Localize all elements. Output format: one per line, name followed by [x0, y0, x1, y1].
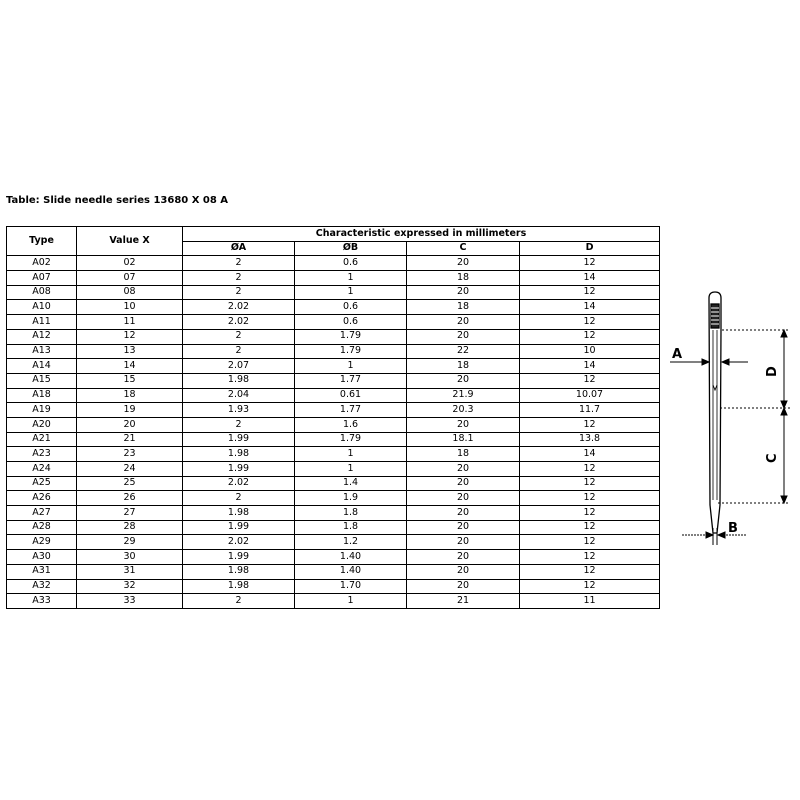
- table-body: [7, 256, 660, 609]
- cell-value-x: 10: [77, 300, 183, 315]
- cell-value-x: 28: [77, 520, 183, 535]
- cell-type: A19: [7, 403, 77, 418]
- cell-d: 12: [520, 329, 660, 344]
- cell-c: 20: [407, 579, 520, 594]
- cell-diameter-b: 1.8: [295, 520, 407, 535]
- cell-d: 13.8: [520, 432, 660, 447]
- cell-c: 21: [407, 594, 520, 609]
- cell-diameter-a: 2.02: [183, 476, 295, 491]
- cell-diameter-b: 1.9: [295, 491, 407, 506]
- table-row: [7, 594, 660, 609]
- cell-type: A12: [7, 329, 77, 344]
- cell-d: 14: [520, 300, 660, 315]
- table-row: [7, 447, 660, 462]
- cell-value-x: 23: [77, 447, 183, 462]
- cell-value-x: 08: [77, 285, 183, 300]
- table-row: [7, 476, 660, 491]
- cell-c: 18: [407, 271, 520, 286]
- cell-d: 12: [520, 285, 660, 300]
- table-row: [7, 506, 660, 521]
- cell-c: 20: [407, 285, 520, 300]
- cell-diameter-b: 1.40: [295, 550, 407, 565]
- cell-diameter-a: 1.93: [183, 403, 295, 418]
- table-title: Table: Slide needle series 13680 X 08 A: [6, 195, 229, 206]
- cell-d: 12: [520, 256, 660, 271]
- cell-diameter-b: 1: [295, 285, 407, 300]
- cell-c: 21.9: [407, 388, 520, 403]
- cell-type: A10: [7, 300, 77, 315]
- cell-diameter-a: 2.02: [183, 535, 295, 550]
- cell-diameter-a: 2: [183, 491, 295, 506]
- cell-d: 12: [520, 476, 660, 491]
- table-row: [7, 550, 660, 565]
- cell-value-x: 33: [77, 594, 183, 609]
- cell-diameter-b: 1.4: [295, 476, 407, 491]
- cell-diameter-a: 1.98: [183, 506, 295, 521]
- cell-type: A13: [7, 344, 77, 359]
- cell-type: A15: [7, 373, 77, 388]
- cell-d: 12: [520, 491, 660, 506]
- cell-diameter-b: 1.79: [295, 432, 407, 447]
- cell-diameter-b: 0.6: [295, 315, 407, 330]
- cell-c: 22: [407, 344, 520, 359]
- cell-diameter-b: 1.6: [295, 417, 407, 432]
- cell-c: 20: [407, 535, 520, 550]
- cell-diameter-a: 1.98: [183, 373, 295, 388]
- cell-type: A32: [7, 579, 77, 594]
- header-diameter-b: ØB: [295, 241, 407, 256]
- header-type: Type: [7, 227, 77, 256]
- cell-c: 20: [407, 564, 520, 579]
- cell-diameter-b: 1: [295, 359, 407, 374]
- cell-d: 12: [520, 535, 660, 550]
- cell-diameter-a: 1.99: [183, 462, 295, 477]
- table-row: [7, 300, 660, 315]
- cell-diameter-b: 1.70: [295, 579, 407, 594]
- cell-value-x: 21: [77, 432, 183, 447]
- table-row: [7, 403, 660, 418]
- cell-value-x: 12: [77, 329, 183, 344]
- cell-diameter-a: 2.07: [183, 359, 295, 374]
- cell-diameter-b: 1: [295, 271, 407, 286]
- cell-d: 11.7: [520, 403, 660, 418]
- cell-value-x: 07: [77, 271, 183, 286]
- table-row: [7, 491, 660, 506]
- table-row: [7, 579, 660, 594]
- cell-diameter-b: 1.2: [295, 535, 407, 550]
- cell-diameter-b: 1: [295, 594, 407, 609]
- needle-diagram: [668, 290, 793, 550]
- table-row: [7, 315, 660, 330]
- cell-d: 10.07: [520, 388, 660, 403]
- cell-value-x: 25: [77, 476, 183, 491]
- cell-type: A24: [7, 462, 77, 477]
- cell-diameter-b: 1.77: [295, 403, 407, 418]
- table-row: [7, 417, 660, 432]
- cell-diameter-a: 2: [183, 285, 295, 300]
- cell-c: 18: [407, 300, 520, 315]
- cell-c: 18: [407, 359, 520, 374]
- cell-diameter-b: 0.6: [295, 256, 407, 271]
- cell-diameter-b: 1.79: [295, 329, 407, 344]
- cell-d: 10: [520, 344, 660, 359]
- cell-d: 11: [520, 594, 660, 609]
- cell-c: 20: [407, 550, 520, 565]
- cell-diameter-a: 2: [183, 329, 295, 344]
- cell-value-x: 26: [77, 491, 183, 506]
- cell-d: 12: [520, 550, 660, 565]
- cell-c: 20: [407, 329, 520, 344]
- cell-diameter-b: 1.8: [295, 506, 407, 521]
- cell-type: A31: [7, 564, 77, 579]
- cell-c: 20: [407, 520, 520, 535]
- label-c: C: [765, 453, 780, 463]
- cell-value-x: 29: [77, 535, 183, 550]
- needle-icon: [709, 292, 721, 533]
- table-row: [7, 520, 660, 535]
- cell-type: A20: [7, 417, 77, 432]
- cell-c: 20: [407, 462, 520, 477]
- cell-diameter-b: 1.40: [295, 564, 407, 579]
- table-row: [7, 344, 660, 359]
- label-a: A: [672, 347, 683, 362]
- cell-type: A14: [7, 359, 77, 374]
- cell-d: 12: [520, 373, 660, 388]
- cell-diameter-a: 1.98: [183, 579, 295, 594]
- cell-c: 20: [407, 315, 520, 330]
- cell-d: 12: [520, 520, 660, 535]
- cell-c: 20: [407, 491, 520, 506]
- cell-type: A11: [7, 315, 77, 330]
- header-characteristic: Characteristic expressed in millimeters: [183, 227, 660, 242]
- cell-type: A08: [7, 285, 77, 300]
- cell-value-x: 13: [77, 344, 183, 359]
- cell-value-x: 14: [77, 359, 183, 374]
- cell-diameter-a: 2: [183, 344, 295, 359]
- header-c: C: [407, 241, 520, 256]
- cell-type: A02: [7, 256, 77, 271]
- cell-c: 20: [407, 476, 520, 491]
- cell-type: A29: [7, 535, 77, 550]
- cell-type: A25: [7, 476, 77, 491]
- table-row: [7, 373, 660, 388]
- header-value-x: Value X: [77, 227, 183, 256]
- table-row: [7, 256, 660, 271]
- cell-type: A28: [7, 520, 77, 535]
- cell-type: A18: [7, 388, 77, 403]
- cell-type: A33: [7, 594, 77, 609]
- cell-diameter-a: 2: [183, 256, 295, 271]
- cell-value-x: 27: [77, 506, 183, 521]
- cell-type: A21: [7, 432, 77, 447]
- cell-diameter-a: 2: [183, 594, 295, 609]
- cell-diameter-b: 1.77: [295, 373, 407, 388]
- cell-value-x: 30: [77, 550, 183, 565]
- cell-d: 12: [520, 564, 660, 579]
- table-row: [7, 535, 660, 550]
- cell-diameter-a: 2: [183, 417, 295, 432]
- cell-d: 14: [520, 359, 660, 374]
- cell-c: 20.3: [407, 403, 520, 418]
- cell-diameter-b: 1: [295, 447, 407, 462]
- header-diameter-a: ØA: [183, 241, 295, 256]
- cell-diameter-b: 0.61: [295, 388, 407, 403]
- cell-type: A23: [7, 447, 77, 462]
- cell-d: 12: [520, 506, 660, 521]
- cell-diameter-b: 0.6: [295, 300, 407, 315]
- cell-d: 12: [520, 315, 660, 330]
- cell-c: 18: [407, 447, 520, 462]
- cell-value-x: 15: [77, 373, 183, 388]
- cell-value-x: 11: [77, 315, 183, 330]
- table-row: [7, 329, 660, 344]
- cell-type: A26: [7, 491, 77, 506]
- table-row: [7, 388, 660, 403]
- cell-diameter-a: 1.98: [183, 564, 295, 579]
- cell-type: A07: [7, 271, 77, 286]
- cell-diameter-a: 2.04: [183, 388, 295, 403]
- table-row: [7, 359, 660, 374]
- table-row: [7, 564, 660, 579]
- table-row: [7, 271, 660, 286]
- cell-diameter-a: 1.98: [183, 447, 295, 462]
- cell-d: 12: [520, 462, 660, 477]
- cell-diameter-a: 2: [183, 271, 295, 286]
- cell-diameter-a: 1.99: [183, 432, 295, 447]
- cell-c: 20: [407, 506, 520, 521]
- dimension-lines: [670, 330, 790, 545]
- table-row: [7, 462, 660, 477]
- label-b: B: [728, 521, 738, 536]
- cell-c: 20: [407, 256, 520, 271]
- cell-value-x: 31: [77, 564, 183, 579]
- cell-d: 12: [520, 417, 660, 432]
- cell-d: 14: [520, 271, 660, 286]
- cell-c: 20: [407, 417, 520, 432]
- cell-d: 14: [520, 447, 660, 462]
- cell-diameter-b: 1.79: [295, 344, 407, 359]
- cell-value-x: 19: [77, 403, 183, 418]
- cell-diameter-a: 1.99: [183, 520, 295, 535]
- cell-value-x: 20: [77, 417, 183, 432]
- cell-diameter-a: 2.02: [183, 300, 295, 315]
- cell-c: 18.1: [407, 432, 520, 447]
- cell-value-x: 32: [77, 579, 183, 594]
- cell-d: 12: [520, 579, 660, 594]
- cell-c: 20: [407, 373, 520, 388]
- cell-type: A27: [7, 506, 77, 521]
- cell-diameter-a: 1.99: [183, 550, 295, 565]
- cell-diameter-b: 1: [295, 462, 407, 477]
- table-row: [7, 285, 660, 300]
- cell-value-x: 18: [77, 388, 183, 403]
- label-d: D: [765, 366, 780, 377]
- header-d: D: [520, 241, 660, 256]
- table-row: [7, 432, 660, 447]
- cell-type: A30: [7, 550, 77, 565]
- cell-diameter-a: 2.02: [183, 315, 295, 330]
- cell-value-x: 02: [77, 256, 183, 271]
- needle-spec-table: [6, 226, 660, 609]
- cell-value-x: 24: [77, 462, 183, 477]
